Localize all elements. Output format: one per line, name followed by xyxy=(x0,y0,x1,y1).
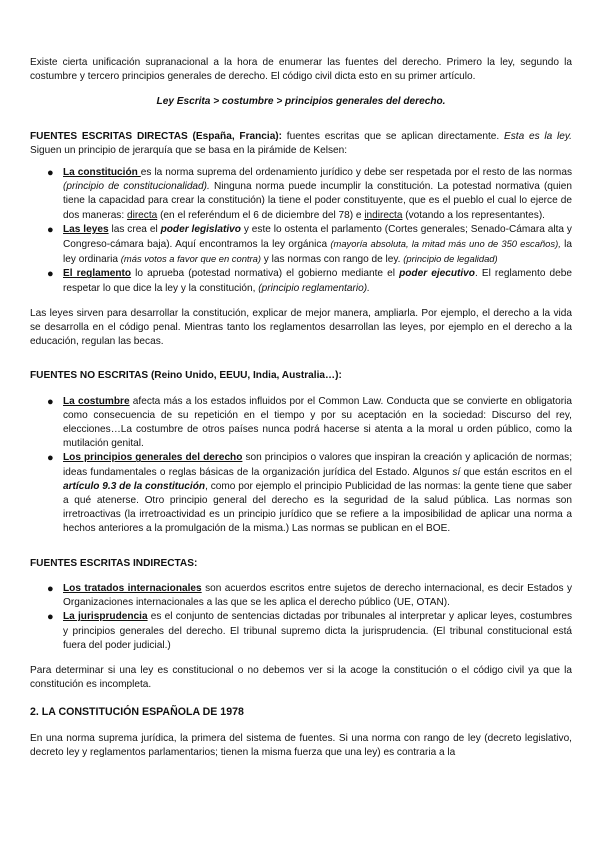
term: Los principios generales del derecho xyxy=(63,452,243,464)
term: Los tratados internacionales xyxy=(63,582,202,594)
term: La constitución xyxy=(63,167,141,179)
directas-list xyxy=(30,166,572,296)
list-item: ● La jurisprudencia es el conjunto de sentencias dictadas por tribunales al interpretar y aplicar leyes, costumbres y principios generales del derecho. El tribunal supremo dicta la jurisprudencia. (El tribunal constitucional está fuera del poder judicial.) xyxy=(47,611,572,651)
directas-heading: FUENTES ESCRITAS DIRECTAS (España, Francia): xyxy=(30,130,283,142)
term: Las leyes xyxy=(63,223,109,235)
indirectas-list xyxy=(30,582,572,653)
bullet-icon: ● xyxy=(47,452,54,465)
laws-purpose-paragraph: Las leyes sirven para desarrollar la constitución, explicar de mejor manera, ampliarla. Por ejemplo, el derecho a la vida se desarrolla en el código penal. Mientras tanto los reglamentos desarrollan las leyes, por ejemplo en el derecho a la educación, regulan las becas. xyxy=(30,307,572,348)
hierarchy-formula: Ley Escrita > costumbre > principios generales del derecho. xyxy=(156,96,446,108)
list-item: ● La costumbre afecta más a los estados influidos por el Common Law. Conducta que se convierte en obligatoria como consecuencia de su repetición en el tiempo y por su aceptación en la sociedad: Discurso del rey, elecciones…La costumbre de otros países nunca podrá hacerse si atenta a la moral u orden público, como la mutilación genital. xyxy=(47,395,572,450)
section-2-heading: 2. LA CONSTITUCIÓN ESPAÑOLA DE 1978 xyxy=(30,706,244,719)
bullet-icon: ● xyxy=(47,582,54,595)
list-item: ● Los tratados internacionales son acuerdos escritos entre sujetos de derecho internacional, es decir Estados y Organizaciones internacionales a las que se les aplica el derecho público (UE, OTAN). xyxy=(47,582,572,609)
constitutionality-paragraph: Para determinar si una ley es constitucional o no debemos ver si la acoge la constitución o el código civil ya que la constitución es incompleta. xyxy=(30,664,572,691)
no-escritas-heading: FUENTES NO ESCRITAS (Reino Unido, EEUU, India, Australia…): xyxy=(30,370,342,382)
document-page xyxy=(30,56,572,760)
indirectas-heading: FUENTES ESCRITAS INDIRECTAS: xyxy=(30,557,198,569)
list-item: ● Las leyes las crea el poder legislativo y este lo ostenta el parlamento (Cortes generales; Senado-Cámara alta y Congreso-cámara baja). Aquí encontramos la ley orgánica (mayoría absoluta, la mitad más uno de 350 escaños), la ley ordinaria (más votos a favor que en contra) y las normas con rango de ley. (principio de legalidad) xyxy=(47,223,572,266)
bullet-icon: ● xyxy=(47,395,54,408)
bullet-icon: ● xyxy=(47,268,54,281)
bullet-icon: ● xyxy=(47,223,54,236)
section-2-paragraph: En una norma suprema jurídica, la primera del sistema de fuentes. Si una norma con rango de ley (decreto legislativo, decreto ley y reglamentos parlamentarios; tienen la misma fuerza que una ley) es contraria a la xyxy=(30,732,572,758)
list-item: ● El reglamento lo aprueba (potestad normativa) el gobierno mediante el poder ejecutivo. El reglamento debe respetar lo que dice la ley y la constitución, (principio reglamentario). xyxy=(47,268,572,294)
intro-paragraph: Existe cierta unificación supranacional a la hora de enumerar las fuentes del derecho. Primero la ley, segundo la costumbre y tercero principios generales de derecho. El código civil dicta esto en su primer artículo. xyxy=(30,57,572,83)
bullet-icon: ● xyxy=(47,167,54,180)
no-escritas-list xyxy=(30,395,572,537)
list-item: ● La constitución es la norma suprema del ordenamiento jurídico y debe ser respetada por el resto de las normas (principio de constitucionalidad). Ninguna norma puede incumplir la constitución. La potestad normativa (quien tiene la capacidad para crear la constitución) la tiene el poder constituyente, que es el pueblo el cual lo ejerce de dos maneras: directa (en el referéndum el 6 de diciembre del 78) e indirecta (votando a los representantes). xyxy=(47,167,573,221)
directas-paragraph: FUENTES ESCRITAS DIRECTAS (España, Francia): fuentes escritas que se aplican directamente. Esta es la ley. Siguen un principio de jerarquía que se basa en la pirámide de Kelsen: xyxy=(30,130,572,156)
term: La costumbre xyxy=(63,395,130,407)
bullet-icon: ● xyxy=(47,611,54,624)
term: La jurisprudencia xyxy=(63,611,148,623)
list-item: ● Los principios generales del derecho son principios o valores que inspiran la creación y aplicación de normas; ideas fundamentales o reglas básicas de la organización jurídica del Estado. Algunos sí que están escritos en el artículo 9.3 de la constitución, como por ejemplo el principio Publicidad de las normas: la gente tiene que saber a qué atenerse. Otro principio general del derecho es la seguridad de la salud pública. Las normas son irretroactivas (la irretroactividad es un principio jurídico que se refiere a la imposibilidad de aplicar una norma a hechos anteriores a la promulgación de la misma.) Las normas se publican en el BOE. xyxy=(47,452,572,535)
term: El reglamento xyxy=(63,268,132,280)
